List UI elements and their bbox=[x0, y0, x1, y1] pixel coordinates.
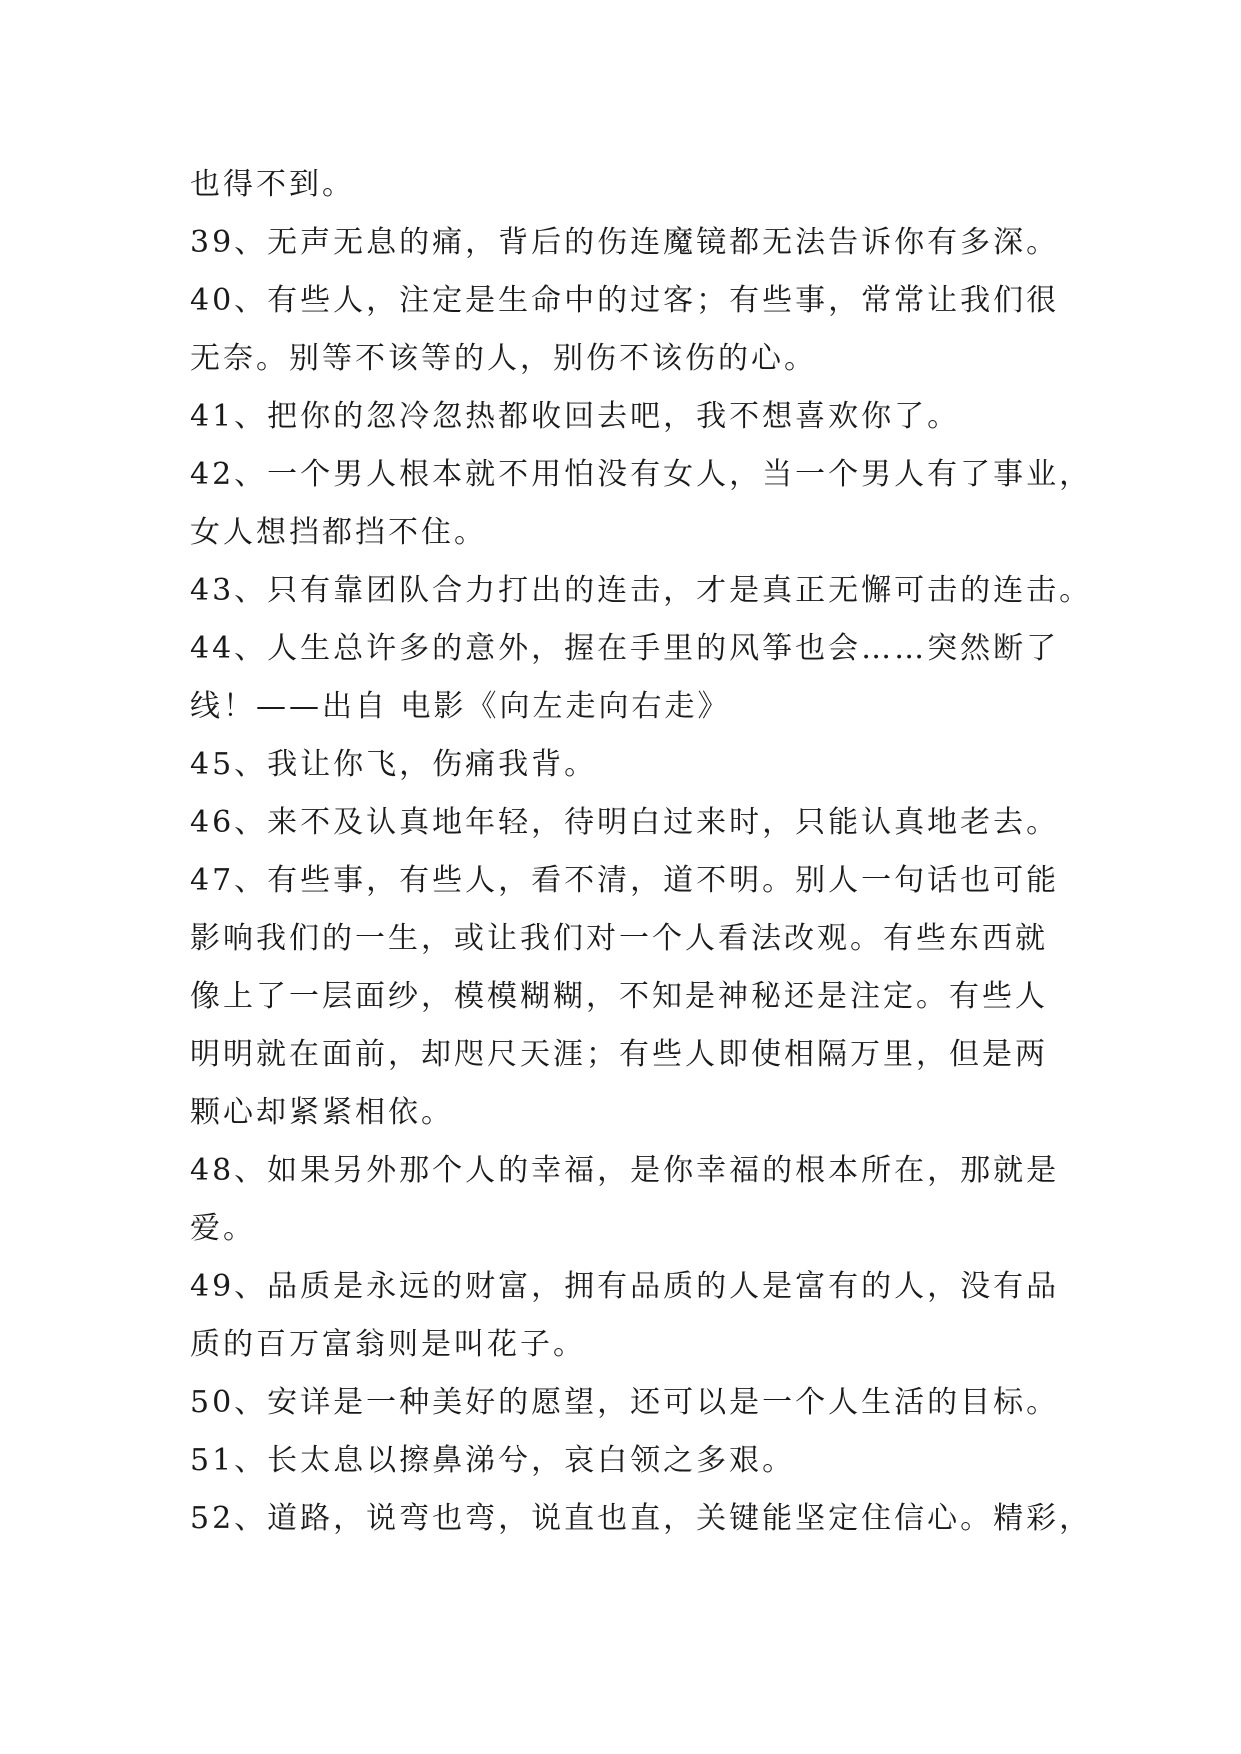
text-line: 39、无声无息的痛，背后的伤连魔镜都无法告诉你有多深。 bbox=[190, 225, 1060, 260]
text-line: 42、一个男人根本就不用怕没有女人，当一个男人有了事业， bbox=[190, 457, 1093, 492]
text-line: 女人想挡都挡不住。 bbox=[190, 515, 487, 550]
text-line: 也得不到。 bbox=[190, 167, 355, 202]
text-line: 51、长太息以擦鼻涕兮，哀白领之多艰。 bbox=[190, 1443, 796, 1478]
text-line: 43、只有靠团队合力打出的连击，才是真正无懈可击的连击。 bbox=[190, 573, 1093, 608]
text-line: 44、人生总许多的意外，握在手里的风筝也会……突然断了 bbox=[190, 631, 1060, 666]
text-line: 52、道路，说弯也弯，说直也直，关键能坚定住信心。精彩， bbox=[190, 1501, 1093, 1536]
text-line: 47、有些事，有些人，看不清，道不明。别人一句话也可能 bbox=[190, 863, 1060, 898]
text-line: 质的百万富翁则是叫花子。 bbox=[190, 1327, 586, 1362]
text-line: 40、有些人，注定是生命中的过客；有些事，常常让我们很 bbox=[190, 283, 1060, 318]
text-line: 46、来不及认真地年轻，待明白过来时，只能认真地老去。 bbox=[190, 805, 1060, 840]
text-line: 41、把你的忽冷忽热都收回去吧，我不想喜欢你了。 bbox=[190, 399, 961, 434]
text-line: 明明就在面前，却咫尺天涯；有些人即使相隔万里，但是两 bbox=[190, 1037, 1048, 1072]
text-line: 影响我们的一生，或让我们对一个人看法改观。有些东西就 bbox=[190, 921, 1048, 956]
text-line: 48、如果另外那个人的幸福，是你幸福的根本所在，那就是 bbox=[190, 1153, 1060, 1188]
document-body bbox=[190, 156, 1093, 1548]
text-line: 无奈。别等不该等的人，别伤不该伤的心。 bbox=[190, 341, 817, 376]
text-line: 爱。 bbox=[190, 1211, 256, 1246]
text-line: 像上了一层面纱，模模糊糊，不知是神秘还是注定。有些人 bbox=[190, 979, 1048, 1014]
text-line: 50、安详是一种美好的愿望，还可以是一个人生活的目标。 bbox=[190, 1385, 1060, 1420]
text-line: 49、品质是永远的财富，拥有品质的人是富有的人，没有品 bbox=[190, 1269, 1060, 1304]
text-line: 线！——出自 电影《向左走向右走》 bbox=[190, 689, 731, 724]
text-line: 颗心却紧紧相依。 bbox=[190, 1095, 454, 1130]
text-line: 45、我让你飞，伤痛我背。 bbox=[190, 747, 598, 782]
